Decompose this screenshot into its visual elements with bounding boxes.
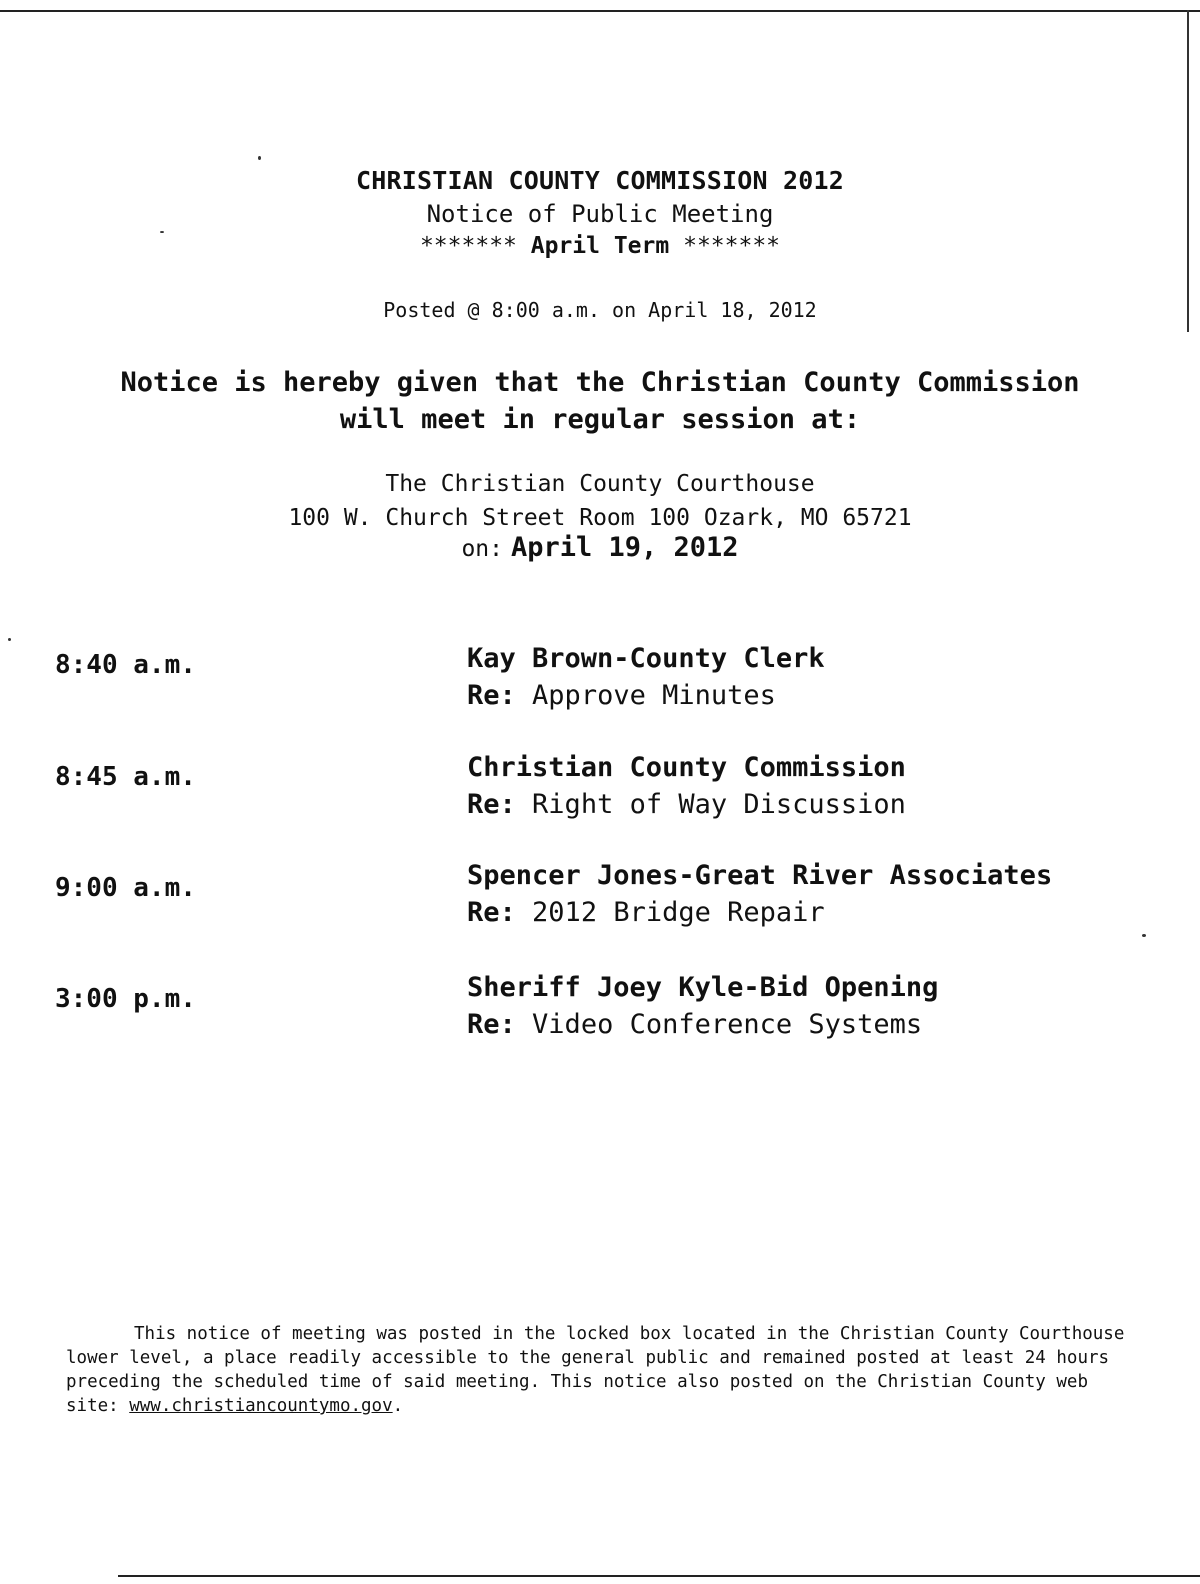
scan-speck bbox=[1142, 934, 1146, 937]
scan-edge-bottom bbox=[118, 1575, 1200, 1577]
agenda-presenter: Spencer Jones-Great River Associates bbox=[467, 860, 1053, 891]
meeting-date-line bbox=[0, 532, 1200, 563]
posting-paragraph bbox=[66, 1322, 1146, 1418]
agenda-topic bbox=[467, 786, 906, 823]
page-title: CHRISTIAN COUNTY COMMISSION 2012 bbox=[355, 166, 845, 195]
agenda-presenter: Christian County Commission bbox=[467, 752, 906, 783]
re-label: Re: bbox=[467, 680, 516, 711]
term-stars-left: ******* bbox=[419, 233, 517, 259]
agenda-topic bbox=[467, 1006, 938, 1043]
agenda-presenter: Sheriff Joey Kyle-Bid Opening bbox=[467, 972, 939, 1003]
agenda-time: 9:00 a.m. bbox=[55, 873, 196, 903]
agenda-topic bbox=[467, 894, 1052, 931]
agenda-time: 8:40 a.m. bbox=[55, 650, 196, 680]
scan-speck bbox=[8, 638, 11, 641]
re-label: Re: bbox=[467, 789, 516, 820]
agenda-topic bbox=[467, 677, 825, 714]
posting-statement bbox=[66, 1322, 1146, 1418]
agenda-presenter: Kay Brown-County Clerk bbox=[467, 643, 825, 674]
notice-line-2: will meet in regular session at: bbox=[339, 404, 861, 435]
location-address: 100 W. Church Street Room 100 Ozark, MO 65721 bbox=[288, 505, 912, 531]
topic-text: 2012 Bridge Repair bbox=[532, 897, 825, 928]
date-label: on: bbox=[461, 536, 503, 562]
notice-line-1: Notice is hereby given that the Christian County Commission bbox=[120, 367, 1080, 398]
agenda-item bbox=[467, 749, 906, 823]
term-name: April Term bbox=[530, 233, 670, 259]
meeting-location bbox=[0, 467, 1200, 535]
posted-line: Posted @ 8:00 a.m. on April 18, 2012 bbox=[383, 298, 817, 322]
re-label: Re: bbox=[467, 897, 516, 928]
agenda-item bbox=[467, 857, 1052, 931]
term-stars-right: ******* bbox=[683, 233, 781, 259]
agenda-time: 3:00 p.m. bbox=[55, 984, 196, 1014]
scan-edge-top bbox=[0, 10, 1200, 12]
location-name: The Christian County Courthouse bbox=[385, 471, 815, 497]
agenda-item bbox=[467, 969, 938, 1043]
agenda-item bbox=[467, 640, 825, 714]
posting-period: . bbox=[392, 1396, 404, 1416]
topic-text: Right of Way Discussion bbox=[532, 789, 906, 820]
posting-text: This notice of meeting was posted in the locked box located in the Christian County Courthouse lower level, a place readily accessible to the general public and remained posted at least 24 hours preceding the scheduled time of said meeting. This notice also posted on the Christian County web site: bbox=[66, 1324, 1125, 1416]
topic-text: Video Conference Systems bbox=[532, 1009, 923, 1040]
meeting-date: April 19, 2012 bbox=[510, 532, 739, 563]
term-line bbox=[0, 233, 1200, 259]
topic-text: Approve Minutes bbox=[532, 680, 776, 711]
notice-statement bbox=[0, 364, 1200, 438]
agenda-time: 8:45 a.m. bbox=[55, 762, 196, 792]
county-website-link[interactable]: www.christiancountymo.gov bbox=[129, 1396, 393, 1416]
page-subtitle: Notice of Public Meeting bbox=[426, 200, 774, 228]
re-label: Re: bbox=[467, 1009, 516, 1040]
scan-speck bbox=[258, 156, 261, 160]
